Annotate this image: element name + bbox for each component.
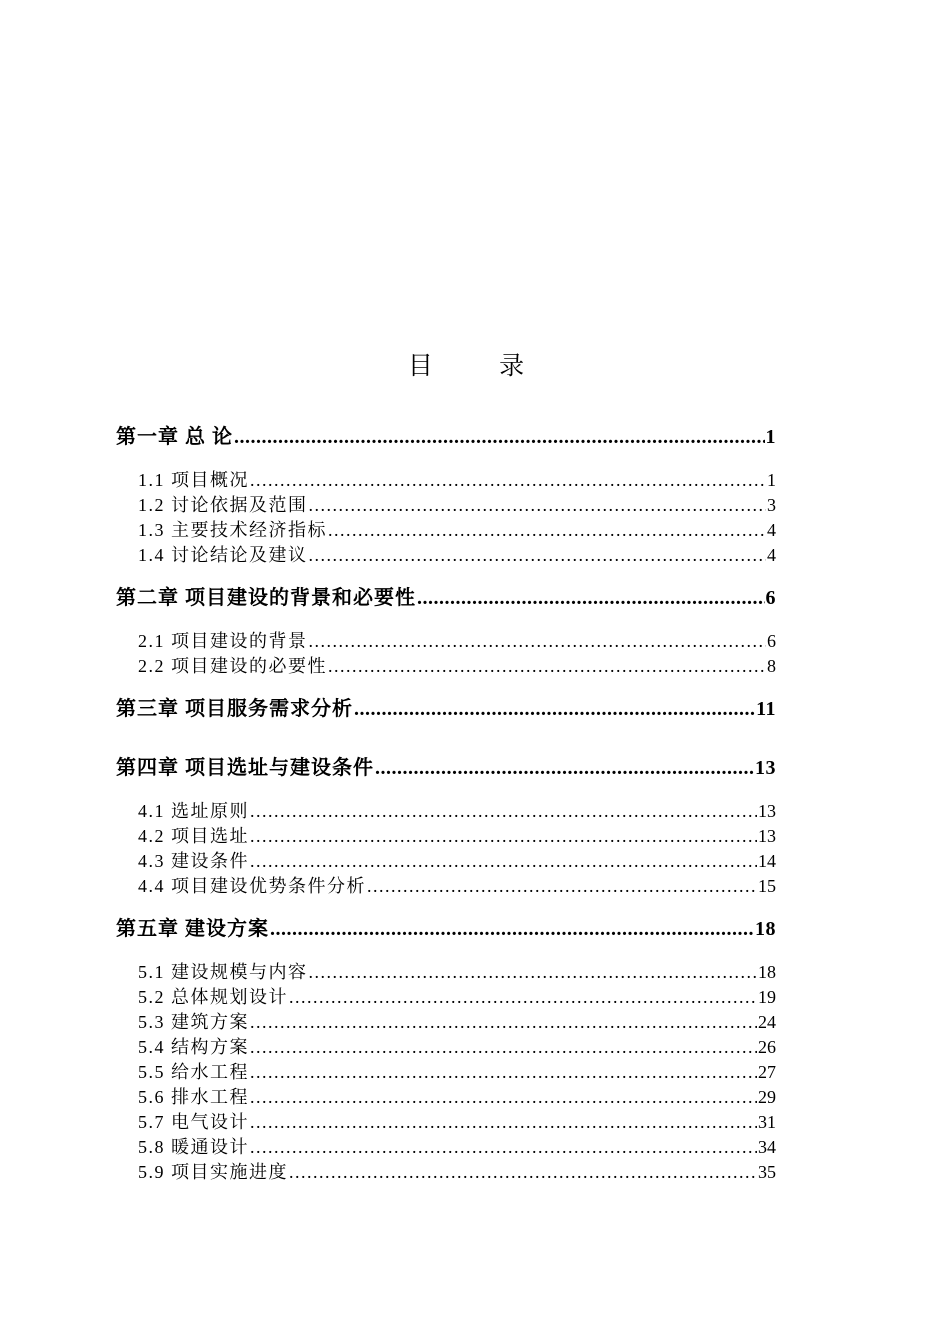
dot-leader — [250, 849, 757, 874]
section-title: 4.2 项目选址 — [138, 826, 249, 846]
dot-leader — [328, 654, 766, 679]
section-page-number: 14 — [758, 851, 776, 871]
toc-section-4-3[interactable] — [116, 849, 776, 874]
toc-section-5-4[interactable] — [116, 1035, 776, 1060]
toc-section-5-1[interactable] — [116, 960, 776, 985]
section-page-number: 26 — [758, 1037, 776, 1057]
section-title: 1.3 主要技术经济指标 — [138, 520, 327, 540]
toc-section-5-8[interactable] — [116, 1135, 776, 1160]
section-title: 5.1 建设规模与内容 — [138, 962, 308, 982]
dot-leader — [250, 1085, 757, 1110]
toc-section-2-2[interactable] — [116, 654, 776, 679]
chapter-title: 第五章 建设方案 — [116, 918, 269, 940]
chapter-page-number: 1 — [765, 426, 776, 448]
chapter-title: 第一章 总 论 — [116, 426, 233, 448]
chapter-title: 第四章 项目选址与建设条件 — [116, 757, 374, 779]
chapter-4-sections — [116, 799, 776, 899]
section-title: 1.1 项目概况 — [138, 470, 249, 490]
section-page-number: 35 — [758, 1162, 776, 1182]
dot-leader — [417, 582, 765, 614]
toc-section-4-1[interactable] — [116, 799, 776, 824]
dot-leader — [250, 1010, 757, 1035]
toc-section-1-3[interactable] — [116, 518, 776, 543]
dot-leader — [289, 985, 757, 1010]
toc-chapter-5[interactable] — [116, 913, 776, 945]
toc-title: 目 录 — [407, 353, 555, 380]
chapter-page-number: 11 — [756, 698, 776, 720]
chapter-page-number: 18 — [755, 918, 776, 940]
chapter-title: 第三章 项目服务需求分析 — [116, 698, 353, 720]
section-page-number: 29 — [758, 1087, 776, 1107]
toc-section-5-5[interactable] — [116, 1060, 776, 1085]
section-title: 5.3 建筑方案 — [138, 1012, 249, 1032]
toc-chapter-3[interactable] — [116, 693, 776, 725]
dot-leader — [234, 421, 765, 453]
section-page-number: 1 — [767, 470, 776, 490]
section-page-number: 19 — [758, 987, 776, 1007]
dot-leader — [309, 493, 767, 518]
section-title: 4.1 选址原则 — [138, 801, 249, 821]
section-title: 5.4 结构方案 — [138, 1037, 249, 1057]
dot-leader — [375, 752, 754, 784]
section-title: 5.9 项目实施进度 — [138, 1162, 288, 1182]
section-title: 4.3 建设条件 — [138, 851, 249, 871]
toc-chapter-1[interactable] — [116, 421, 776, 453]
section-title: 5.2 总体规划设计 — [138, 987, 288, 1007]
section-page-number: 6 — [767, 631, 776, 651]
section-page-number: 13 — [758, 801, 776, 821]
section-title: 2.1 项目建设的背景 — [138, 631, 308, 651]
dot-leader — [250, 799, 757, 824]
chapter-page-number: 13 — [755, 757, 776, 779]
toc-section-1-4[interactable] — [116, 543, 776, 568]
dot-leader — [289, 1160, 757, 1185]
toc-section-1-2[interactable] — [116, 493, 776, 518]
section-title: 1.4 讨论结论及建议 — [138, 545, 308, 565]
section-page-number: 15 — [758, 876, 776, 896]
section-page-number: 13 — [758, 826, 776, 846]
dot-leader — [250, 1135, 757, 1160]
toc-section-5-3[interactable] — [116, 1010, 776, 1035]
dot-leader — [354, 693, 755, 725]
toc-section-5-7[interactable] — [116, 1110, 776, 1135]
dot-leader — [250, 1110, 757, 1135]
chapter-1-sections — [116, 468, 776, 568]
chapter-title: 第二章 项目建设的背景和必要性 — [116, 587, 416, 609]
section-page-number: 8 — [767, 656, 776, 676]
dot-leader — [250, 824, 757, 849]
toc-section-4-4[interactable] — [116, 874, 776, 899]
toc-section-1-1[interactable] — [116, 468, 776, 493]
dot-leader — [270, 913, 754, 945]
section-page-number: 27 — [758, 1062, 776, 1082]
toc-section-5-2[interactable] — [116, 985, 776, 1010]
toc-section-2-1[interactable] — [116, 629, 776, 654]
section-page-number: 18 — [758, 962, 776, 982]
section-page-number: 34 — [758, 1137, 776, 1157]
dot-leader — [250, 1060, 757, 1085]
section-title: 5.6 排水工程 — [138, 1087, 249, 1107]
chapter-page-number: 6 — [765, 587, 776, 609]
dot-leader — [250, 468, 766, 493]
dot-leader — [309, 960, 758, 985]
section-title: 5.5 给水工程 — [138, 1062, 249, 1082]
toc-section-5-6[interactable] — [116, 1085, 776, 1110]
dot-leader — [309, 629, 767, 654]
section-title: 1.2 讨论依据及范围 — [138, 495, 308, 515]
chapter-5-sections — [116, 960, 776, 1185]
dot-leader — [367, 874, 757, 899]
toc-chapter-2[interactable] — [116, 582, 776, 614]
section-page-number: 4 — [767, 545, 776, 565]
toc-section-5-9[interactable] — [116, 1160, 776, 1185]
chapter-2-sections — [116, 629, 776, 679]
dot-leader — [309, 543, 767, 568]
section-title: 5.8 暖通设计 — [138, 1137, 249, 1157]
toc-chapter-4[interactable] — [116, 752, 776, 784]
table-of-contents — [116, 421, 776, 1199]
section-title: 4.4 项目建设优势条件分析 — [138, 876, 366, 896]
toc-section-4-2[interactable] — [116, 824, 776, 849]
dot-leader — [250, 1035, 757, 1060]
section-page-number: 24 — [758, 1012, 776, 1032]
section-page-number: 4 — [767, 520, 776, 540]
section-page-number: 31 — [758, 1112, 776, 1132]
dot-leader — [328, 518, 766, 543]
section-title: 2.2 项目建设的必要性 — [138, 656, 327, 676]
section-title: 5.7 电气设计 — [138, 1112, 249, 1132]
section-page-number: 3 — [767, 495, 776, 515]
